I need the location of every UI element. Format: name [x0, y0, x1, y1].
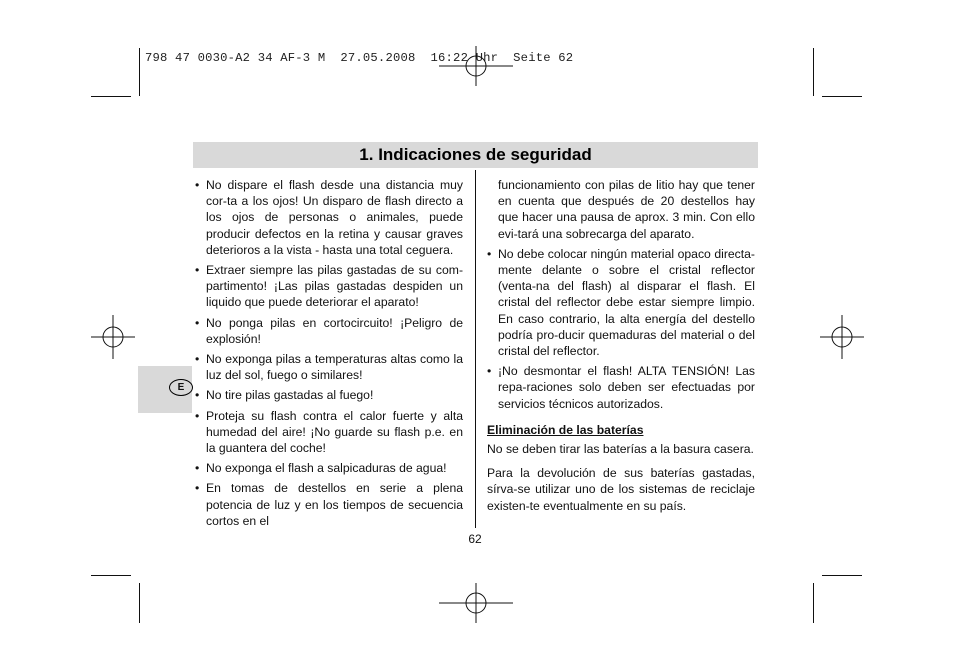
- page-number: 62: [468, 532, 482, 546]
- crop-mark: [91, 575, 131, 576]
- list-item: • No debe colocar ningún material opaco directa-mente delante o sobre el cristal reflector (venta-na del flash) al disparar el flash. El cristal del reflector debe estar siempre limpio. En caso contrario, la alta energía del destello podría pro-ducir quemaduras del material o del cristal del reflector.: [487, 246, 755, 359]
- crop-mark: [139, 48, 140, 96]
- crop-mark: [813, 583, 814, 623]
- right-column: [487, 177, 755, 518]
- list-item: • No exponga pilas a temperaturas altas como la luz del sol, fuego o similares!: [195, 352, 463, 383]
- list-item: • No exponga el flash a salpicaduras de agua!: [195, 461, 447, 476]
- print-header: 798 47 0030-A2 34 AF-3 M 27.05.2008 16:22 Uhr Seite 62: [145, 51, 574, 65]
- registration-mark-icon: [439, 583, 513, 623]
- battery-disposal-heading: Eliminación de las baterías: [487, 422, 644, 437]
- crop-mark: [91, 96, 131, 97]
- registration-mark-icon: [820, 315, 864, 359]
- safety-list: [195, 177, 463, 529]
- section-title-bar: [193, 142, 758, 168]
- crop-mark: [822, 575, 862, 576]
- paragraph: No se deben tirar las baterías a la basura casera.: [487, 442, 754, 457]
- crop-mark: [813, 48, 814, 96]
- paragraph: Para la devolución de sus baterías gastadas, sírva-se utilizar uno de los sistemas de reciclaje existen-te eventualmente en su país.: [487, 466, 755, 513]
- section-title: 1. Indicaciones de seguridad: [359, 145, 592, 164]
- left-column: [195, 177, 463, 533]
- list-item: • ¡No desmontar el flash! ALTA TENSIÓN! Las repa-raciones solo deben ser efectuadas por servicios técnicos autorizados.: [487, 364, 755, 411]
- list-item: • No ponga pilas en cortocircuito! ¡Peligro de explosión!: [195, 315, 463, 346]
- list-item: • No dispare el flash desde una distancia muy cor-ta a los ojos! Un disparo de flash directo a los ojos de personas o animales, puede producir defectos en la retina y causar graves deterioros a la vista - hasta una total ceguera.: [195, 178, 463, 257]
- language-tab-label: E: [169, 379, 193, 396]
- column-divider: [475, 170, 476, 528]
- crop-mark: [139, 583, 140, 623]
- crop-mark: [822, 96, 862, 97]
- list-item: • En tomas de destellos en serie a plena potencia de luz y en los tiempos de secuencia cortos en el: [195, 481, 463, 528]
- list-item-continuation: funcionamiento con pilas de litio hay que tener en cuenta que después de 20 destellos hay que hacer una pausa de aprox. 3 min. Con ello evi-tará una sobrecarga del aparato.: [498, 178, 755, 241]
- language-tab: [138, 366, 192, 413]
- list-item: • No tire pilas gastadas al fuego!: [195, 388, 374, 403]
- registration-mark-icon: [91, 315, 135, 359]
- list-item: • Proteja su flash contra el calor fuerte y alta humedad del aire! ¡No guarde su flash p.e. en la guantera del coche!: [195, 408, 463, 456]
- registration-mark-icon: [439, 46, 513, 86]
- safety-list: [487, 246, 755, 412]
- list-item: • Extraer siempre las pilas gastadas de su com-partimento! ¡Las pilas gastadas despiden un liquido que puede deteriorar el aparato!: [195, 263, 463, 310]
